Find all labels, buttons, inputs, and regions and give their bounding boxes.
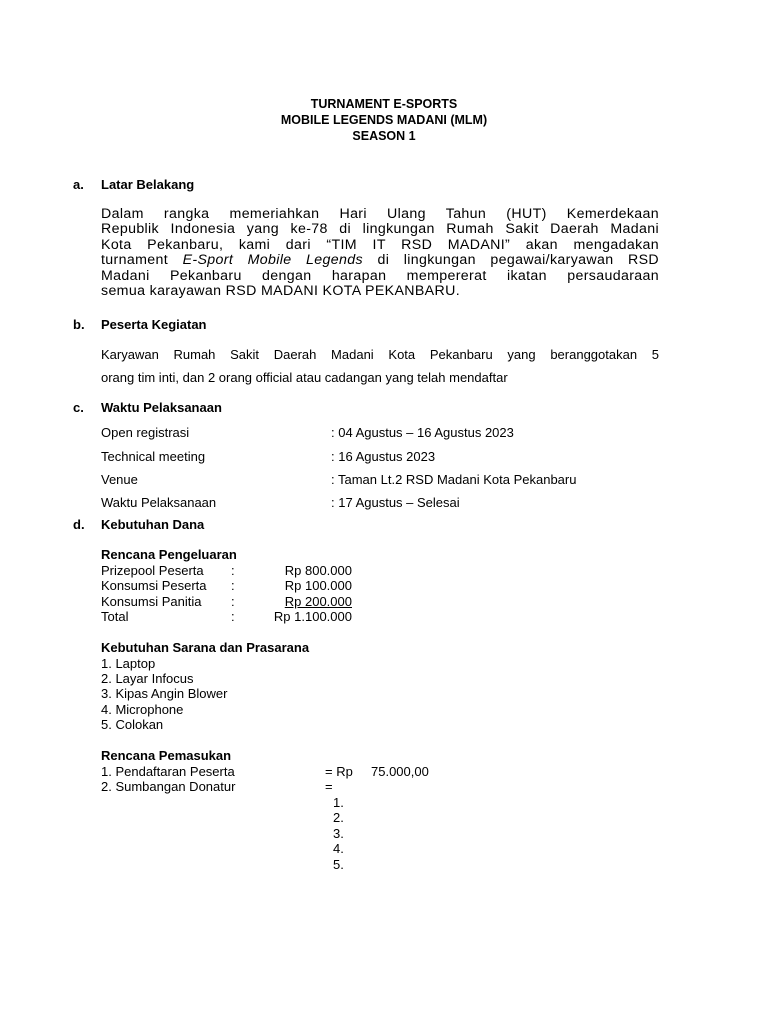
section-c-letter: c. xyxy=(73,400,84,415)
income-label: 1. Pendaftaran Peserta xyxy=(101,764,235,779)
expense-label: Konsumsi Panitia xyxy=(101,594,202,609)
facilities-heading: Kebutuhan Sarana dan Prasarana xyxy=(101,640,310,655)
expense-amount: Rp 100.000 xyxy=(284,578,352,593)
donor-number: 4. xyxy=(333,841,344,856)
expense-colon: : xyxy=(231,609,235,624)
doc-title-line3: SEASON 1 xyxy=(352,129,416,143)
donor-number: 1. xyxy=(333,795,344,810)
para-a-text: di lingkungan pegawai/karyawan RSD xyxy=(362,252,660,269)
para-a-line: Kota Pekanbaru, kami dari “TIM IT RSD MADANI” akan mengadakan xyxy=(101,236,659,253)
income-amount: 75.000,00 xyxy=(371,764,429,779)
expense-amount-text: Rp 200.000 xyxy=(284,594,352,609)
facility-item: 1. Laptop xyxy=(101,656,156,671)
section-a-letter: a. xyxy=(73,177,84,192)
expense-colon: : xyxy=(231,578,235,593)
para-a-line: Dalam rangka memeriahkan Hari Ulang Tahun (HUT) Kemerdekaan xyxy=(101,206,659,222)
section-b-title: Peserta Kegiatan xyxy=(101,317,207,332)
facility-item: 4. Microphone xyxy=(101,702,184,717)
doc-title-line2: MOBILE LEGENDS MADANI (MLM) xyxy=(280,113,488,127)
schedule-value: : 16 Agustus 2023 xyxy=(331,449,436,464)
income-heading: Rencana Pemasukan xyxy=(101,748,232,763)
expenses-heading: Rencana Pengeluaran xyxy=(101,547,237,562)
schedule-label: Technical meeting xyxy=(101,449,206,464)
section-b-letter: b. xyxy=(73,317,85,332)
facility-item: 5. Colokan xyxy=(101,717,164,732)
section-b-paragraph xyxy=(101,343,659,389)
doc-title-line1: TURNAMENT E-SPORTS xyxy=(310,97,458,111)
facility-item: 3. Kipas Angin Blower xyxy=(101,686,228,701)
expense-total-label: Total xyxy=(101,609,129,624)
expense-colon: : xyxy=(231,594,235,609)
section-a-title: Latar Belakang xyxy=(101,177,195,192)
donor-number: 5. xyxy=(333,857,344,872)
para-a-italic-text: E-Sport Mobile Legends xyxy=(182,252,363,269)
expense-label: Konsumsi Peserta xyxy=(101,578,207,593)
schedule-value: : 04 Agustus – 16 Agustus 2023 xyxy=(331,425,514,440)
donor-number: 2. xyxy=(333,810,344,825)
para-a-line: semua karayawan RSD MADANI KOTA PEKANBARU. xyxy=(101,282,460,299)
income-equals: = Rp xyxy=(325,764,353,779)
schedule-label: Open registrasi xyxy=(101,425,190,440)
donor-number: 3. xyxy=(333,826,344,841)
para-a-line-mixed xyxy=(101,253,659,268)
section-d-title: Kebutuhan Dana xyxy=(101,517,205,532)
para-a-line: Republik Indonesia yang ke-78 di lingkungan Rumah Sakit Daerah Madani xyxy=(101,221,659,238)
para-b-line: orang tim inti, dan 2 orang official atau cadangan yang telah mendaftar xyxy=(101,370,508,385)
facility-item: 2. Layar Infocus xyxy=(101,671,194,686)
schedule-value: : Taman Lt.2 RSD Madani Kota Pekanbaru xyxy=(331,472,577,487)
para-a-text: turnament xyxy=(101,252,183,269)
schedule-label: Waktu Pelaksanaan xyxy=(101,495,217,510)
section-a-paragraph xyxy=(101,207,659,299)
section-d-letter: d. xyxy=(73,517,85,532)
schedule-value: : 17 Agustus – Selesai xyxy=(331,495,460,510)
para-a-line: Madani Pekanbaru dengan harapan mempererat ikatan persaudaraan xyxy=(101,267,659,284)
income-label: 2. Sumbangan Donatur xyxy=(101,779,236,794)
income-equals: = xyxy=(325,779,333,794)
section-c-title: Waktu Pelaksanaan xyxy=(101,400,222,415)
expense-colon: : xyxy=(231,563,235,578)
expense-total-amount: Rp 1.100.000 xyxy=(273,609,352,624)
expense-amount-underlined xyxy=(232,594,352,609)
expense-label: Prizepool Peserta xyxy=(101,563,204,578)
schedule-label: Venue xyxy=(101,472,138,487)
para-b-line: Karyawan Rumah Sakit Daerah Madani Kota Pekanbaru yang beranggotakan 5 xyxy=(101,347,659,362)
expense-amount: Rp 800.000 xyxy=(284,563,352,578)
